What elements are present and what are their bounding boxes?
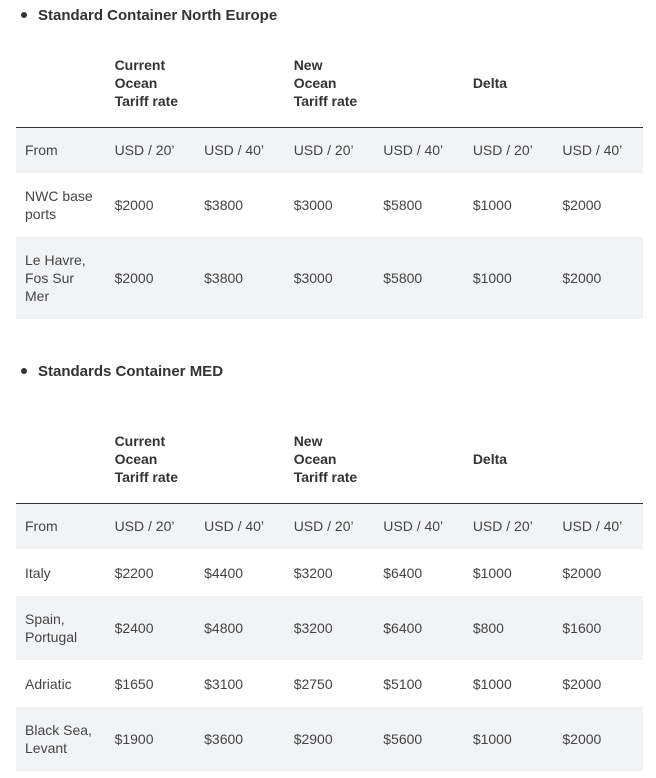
table-row (16, 549, 643, 596)
table-cell: $1900 (114, 731, 154, 747)
section-title: Standards Container MED (38, 362, 224, 380)
bullet-icon (21, 12, 27, 18)
header-cell (195, 40, 285, 127)
table-cell: USD / 40’ (383, 518, 444, 535)
table-cell: From (25, 142, 58, 159)
header-cell (374, 416, 464, 503)
header-cell (16, 416, 106, 503)
table-cell: USD / 20’ (472, 142, 533, 159)
table-cell: $1000 (472, 564, 512, 581)
table-cell: $800 (472, 620, 504, 636)
table-cell: $2400 (114, 620, 154, 636)
table-row (16, 660, 643, 707)
table-cell: $5100 (383, 675, 423, 692)
table-cell: $2200 (114, 564, 154, 581)
header-cell (553, 416, 643, 503)
table-north-europe (16, 40, 643, 319)
table-cell: USD / 40’ (383, 142, 444, 159)
table-cell: $4800 (204, 620, 244, 636)
header-cell: New Ocean Tariff rate (285, 416, 375, 503)
table-cell: USD / 40’ (204, 518, 265, 535)
table-header-row (16, 40, 643, 127)
table-cell: $2000 (562, 731, 602, 747)
table-cell: $2000 (562, 564, 602, 581)
header-cell: Current Ocean Tariff rate (106, 416, 196, 503)
table-cell: $1000 (472, 270, 512, 286)
table-cell: From (25, 518, 58, 535)
header-cell: Delta (464, 40, 554, 127)
header-cell (16, 40, 106, 127)
table-cell: USD / 20’ (114, 142, 175, 159)
table-cell: Adriatic (25, 675, 72, 692)
table-cell: Le Havre, Fos Sur Mer (25, 252, 86, 304)
header-cell (195, 416, 285, 503)
section-title-row (16, 361, 643, 381)
table-row (16, 237, 643, 319)
table-cell: $3000 (293, 270, 333, 286)
table-cell: $3200 (293, 620, 333, 636)
table-med-wrapper (16, 416, 643, 771)
table-cell: $4400 (204, 564, 244, 581)
table-cell: $1000 (472, 675, 512, 692)
table-cell: USD / 20’ (114, 518, 175, 535)
table-cell: USD / 20’ (293, 142, 354, 159)
header-cell (553, 40, 643, 127)
table-cell: Black Sea, Levant (25, 722, 92, 756)
table-subheader-row (16, 503, 643, 549)
header-cell: Delta (464, 416, 554, 503)
table-header-row (16, 416, 643, 503)
table-cell: Spain, Portugal (25, 611, 78, 645)
table-cell: $6400 (383, 564, 423, 581)
table-cell: $5600 (383, 731, 423, 747)
table-cell: $1600 (562, 620, 602, 636)
header-cell: New Ocean Tariff rate (285, 40, 375, 127)
table-med (16, 416, 643, 771)
table-cell: $6400 (383, 620, 423, 636)
table-cell: USD / 20’ (293, 518, 354, 535)
table-cell: $2900 (293, 731, 333, 747)
table-cell: Italy (25, 564, 51, 581)
section-med (16, 361, 643, 381)
header-cell (374, 40, 464, 127)
table-cell: $2000 (114, 270, 154, 286)
table-cell: $3800 (204, 270, 244, 286)
table-cell: USD / 40’ (204, 142, 265, 159)
table-cell: $1000 (472, 197, 512, 213)
table-cell: $3100 (204, 675, 244, 692)
table-cell: $1000 (472, 731, 512, 747)
section-title-row (16, 5, 643, 25)
table-cell: $3600 (204, 731, 244, 747)
table-cell: $2000 (562, 675, 602, 692)
table-cell: $1650 (114, 675, 154, 692)
table-cell: NWC base ports (25, 188, 93, 222)
header-cell: Current Ocean Tariff rate (106, 40, 196, 127)
section-north-europe (16, 5, 643, 25)
table-cell: $5800 (383, 197, 423, 213)
table-row (16, 707, 643, 771)
table-cell: USD / 40’ (562, 142, 623, 159)
table-cell: $2000 (562, 197, 602, 213)
section-title: Standard Container North Europe (38, 6, 278, 24)
table-cell: $2000 (114, 197, 154, 213)
table-cell: $2000 (562, 270, 602, 286)
bullet-icon (21, 368, 27, 374)
table-subheader-row (16, 127, 643, 173)
table-cell: USD / 40’ (562, 518, 623, 535)
table-cell: USD / 20’ (472, 518, 533, 535)
table-row (16, 173, 643, 237)
table-north-europe-wrapper (16, 40, 643, 319)
table-row (16, 596, 643, 660)
table-cell: $3800 (204, 197, 244, 213)
table-cell: $3200 (293, 564, 333, 581)
table-cell: $2750 (293, 675, 333, 692)
table-cell: $5800 (383, 270, 423, 286)
table-cell: $3000 (293, 197, 333, 213)
